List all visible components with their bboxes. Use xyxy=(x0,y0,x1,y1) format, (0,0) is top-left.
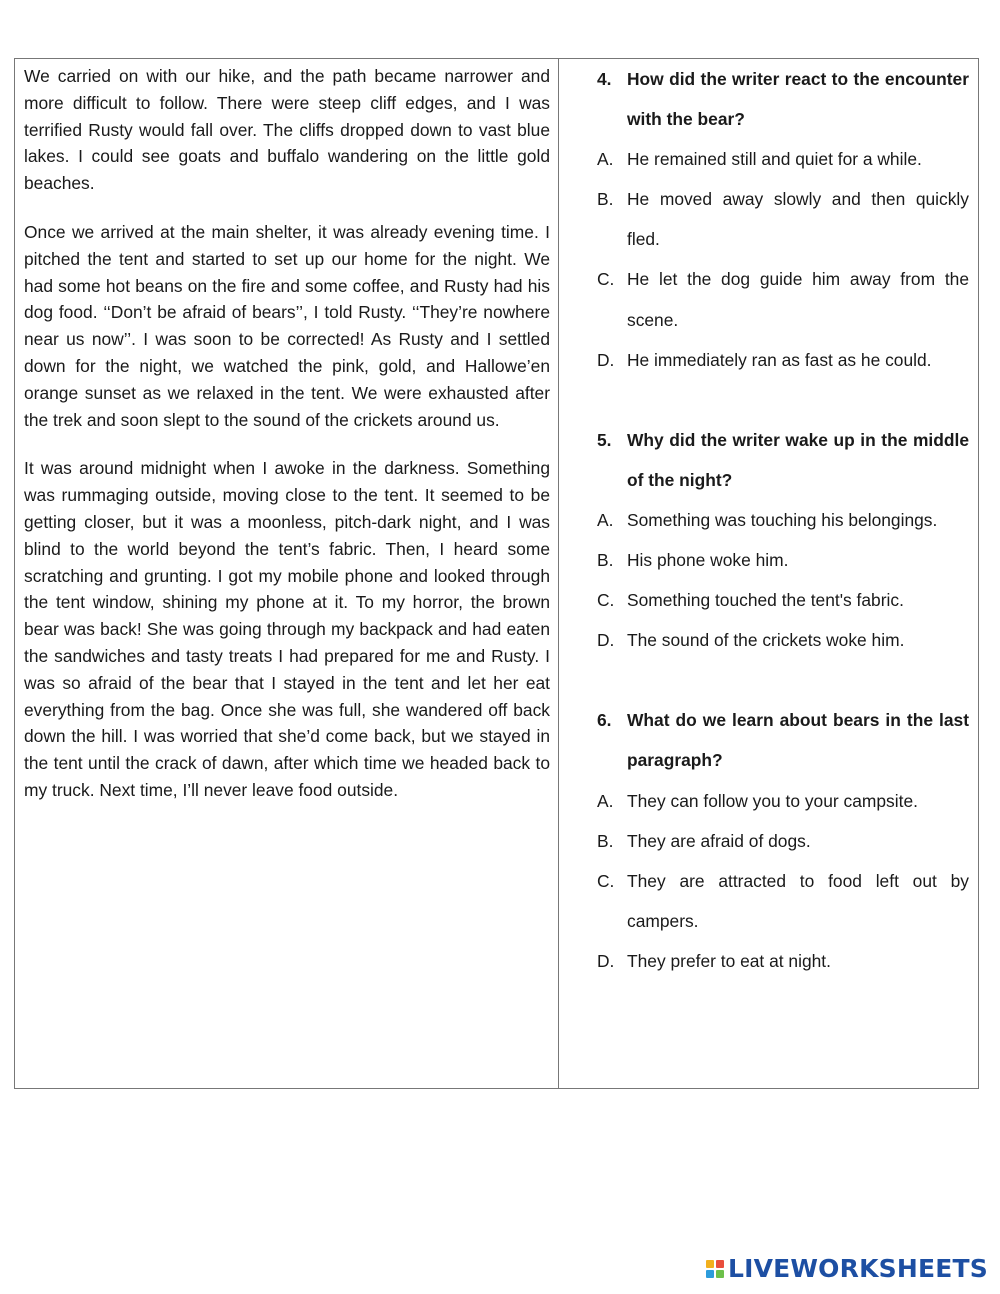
option-text: They can follow you to your campsite. xyxy=(627,790,918,811)
logo-square-blue xyxy=(706,1270,714,1278)
logo-square-yellow xyxy=(706,1260,714,1268)
option-text: His phone woke him. xyxy=(627,550,789,571)
option-letter: D. xyxy=(597,950,615,971)
passage-paragraph: We carried on with our hike, and the path became narrower and more difficult to follow. There were steep cliff edges, and I was terrified Rusty would fall over. The cliffs dropped down to vast blue lakes. I could see goats and buffalo wandering on the little gold beaches. xyxy=(24,66,550,194)
liveworksheets-logo-icon xyxy=(706,1260,724,1278)
answer-option[interactable] xyxy=(597,941,969,981)
option-letter: D. xyxy=(597,630,615,651)
option-letter: A. xyxy=(597,149,614,170)
option-text: He immediately ran as fast as he could. xyxy=(627,349,932,370)
option-text: They are afraid of dogs. xyxy=(627,830,811,851)
answer-option[interactable] xyxy=(597,540,969,580)
answer-option[interactable] xyxy=(597,861,969,941)
questions-column xyxy=(559,59,978,1088)
option-text: He let the dog guide him away from the scene. xyxy=(627,269,969,330)
question-text: What do we learn about bears in the last paragraph? xyxy=(627,710,969,771)
passage-paragraph: It was around midnight when I awoke in the darkness. Something was rummaging outside, moving close to the tent. It seemed to be getting closer, but it was a moonless, pitch-dark night, and I was blind to the world beyond the tent’s fabric. Then, I heard some scratching and grunting. I got my mobile phone and looked through the tent window, shining my phone at it. To my horror, the brown bear was back! She was going through my backpack and had eaten the sandwiches and tasty treats I had prepared for me and Rusty. I was so afraid of the bear that I stayed in the tent and let her eat everything from the bag. Once she was full, she wandered off back down the hill. I was worried that she’d come back, but we stayed in the tent until the crack of dawn, after which time we headed back to my truck. Next time, I’ll never leave food outside. xyxy=(24,458,550,800)
reading-passage xyxy=(15,59,559,1088)
option-letter: A. xyxy=(597,509,614,530)
question-5 xyxy=(597,420,969,661)
option-letter: B. xyxy=(597,189,614,210)
option-text: He moved away slowly and then quickly fled. xyxy=(627,189,969,250)
answer-option[interactable] xyxy=(597,781,969,821)
option-text: Something touched the tent's fabric. xyxy=(627,590,904,611)
worksheet-table xyxy=(14,58,979,1089)
liveworksheets-branding[interactable] xyxy=(706,1254,988,1283)
answer-option[interactable] xyxy=(597,139,969,179)
option-letter: D. xyxy=(597,349,615,370)
answer-option[interactable] xyxy=(597,620,969,660)
option-letter: C. xyxy=(597,870,615,891)
question-number: 6. xyxy=(597,710,612,731)
option-letter: C. xyxy=(597,269,615,290)
option-text: They prefer to eat at night. xyxy=(627,950,831,971)
answer-option[interactable] xyxy=(597,500,969,540)
question-text: Why did the writer wake up in the middle of the night? xyxy=(627,429,969,490)
question-header xyxy=(597,420,969,500)
option-text: He remained still and quiet for a while. xyxy=(627,149,922,170)
logo-square-red xyxy=(716,1260,724,1268)
brand-name: LIVEWORKSHEETS xyxy=(727,1254,988,1283)
option-letter: B. xyxy=(597,830,614,851)
logo-square-green xyxy=(716,1270,724,1278)
option-text: Something was touching his belongings. xyxy=(627,509,938,530)
answer-option[interactable] xyxy=(597,821,969,861)
passage-paragraph: Once we arrived at the main shelter, it was already evening time. I pitched the tent and started to set up our home for the night. We had some hot beans on the fire and some coffee, and Rusty had his dog food. ‘‘Don’t be afraid of bears’’, I told Rusty. ‘‘They’re nowhere near us now’’. I was soon to be corrected! As Rusty and I settled down for the night, we watched the pink, gold, and Hallowe’en orange sunset as we relaxed in the tent. We were exhausted after the trek and soon slept to the sound of the crickets around us. xyxy=(24,221,550,430)
option-text: The sound of the crickets woke him. xyxy=(627,630,905,651)
answer-option[interactable] xyxy=(597,259,969,339)
question-4 xyxy=(597,59,969,380)
question-text: How did the writer react to the encounter with the bear? xyxy=(627,69,969,130)
option-letter: C. xyxy=(597,590,615,611)
question-number: 4. xyxy=(597,69,612,89)
answer-option[interactable] xyxy=(597,580,969,620)
question-6 xyxy=(597,700,969,981)
option-letter: A. xyxy=(597,790,614,811)
option-text: They are attracted to food left out by campers. xyxy=(627,870,969,931)
question-number: 5. xyxy=(597,429,612,450)
answer-option[interactable] xyxy=(597,340,969,380)
question-header xyxy=(597,700,969,780)
option-letter: B. xyxy=(597,550,614,571)
answer-option[interactable] xyxy=(597,179,969,259)
question-header xyxy=(597,59,969,139)
